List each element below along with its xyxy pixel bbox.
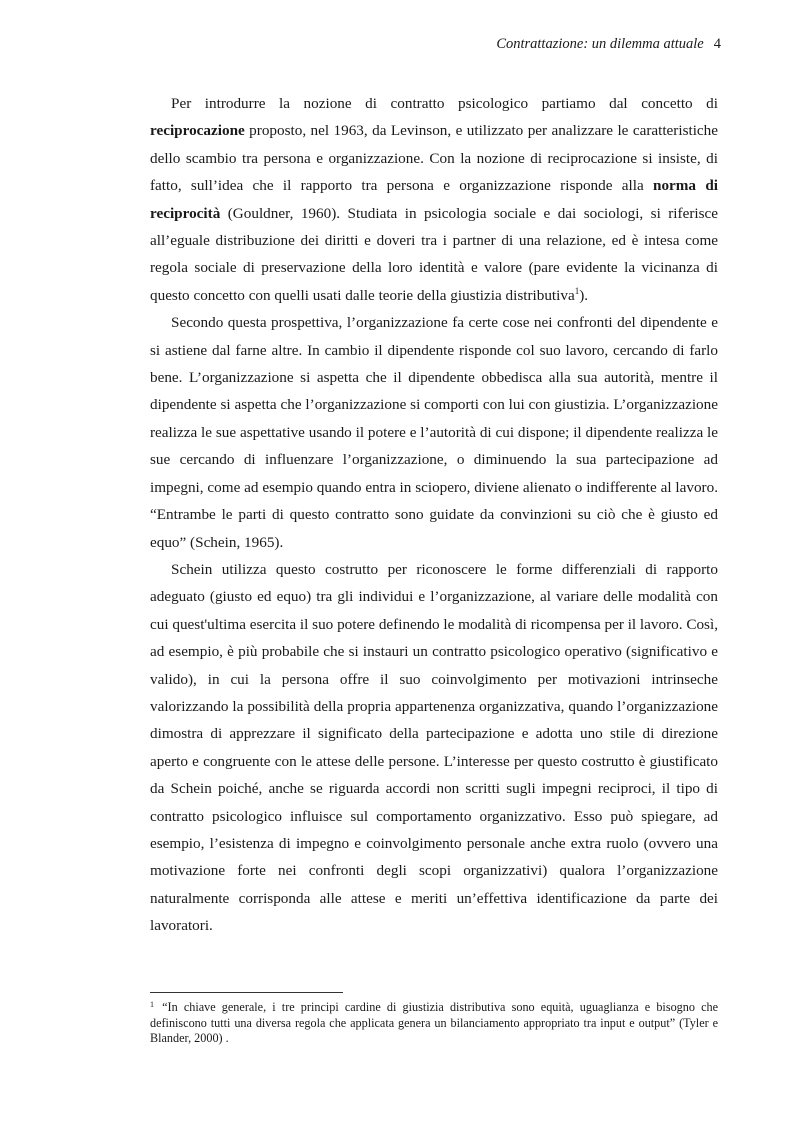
- paragraph-2: Secondo questa prospettiva, l’organizzazione fa certe cose nei confronti del dipendente e si astiene dal farne altre. In cambio il dipendente risponde col suo lavoro, cercando di farlo bene. L’organizzazione si aspetta che il dipendente obbedisca alla sua autorità, mentre il dipendente si aspetta che l’organizzazione si comporti con lui con giustizia. L’organizzazione realizza le sue aspettative usando il potere e l’autorità di cui dispone; il dipendente realizza le sue cercando di influenzare l’organizzazione, o diminuendo la sua partecipazione ad impegni, come ad esempio quando entra in sciopero, diviene alienato o indifferente al lavoro. “Entrambe le parti di questo contratto sono guidate da convinzioni su ciò che è giusto ed equo” (Schein, 1965).: [150, 314, 718, 551]
- term-reciprocazione: reciprocazione: [150, 122, 245, 140]
- term-norma-di-reciprocita: norma di reciprocità: [150, 177, 718, 222]
- page-number: 4: [713, 36, 721, 52]
- p1-text-c: proposto, nel 1963, da Levinson, e utilizzato per analizzare le caratteristiche dello scambio tra persona e organizzazione. Con la nozione di reciprocazione si insiste, di fatto, sull’idea che il rapporto tra persona e organizzazione risponde alla: [150, 122, 718, 195]
- footnote-ref-1[interactable]: 1: [574, 285, 580, 296]
- header-title-rest: : un dilemma attuale: [583, 36, 704, 52]
- paragraph-3: Schein utilizza questo costrutto per riconoscere le forme differenziali di rapporto adeguato (giusto ed equo) tra gli individui e l’organizzazione, al variare delle modalità con cui quest'ultima esercita il suo potere definendo le modalità di ricompensa per il lavoro. Così, ad esempio, è più probabile che si instauri un contratto psicologico operativo (significativo e valido), in cui la persona offre il suo coinvolgimento per motivazioni intrinseche valorizzando la possibilità della propria appartenenza organizzativa, quando l’organizzazione dimostra di apprezzare il significato della partecipazione e adotta uno stile di direzione aperto e congruente con le attese delle persone. L’interesse per questo costrutto è giustificato da Schein poiché, anche se riguarda accordi non scritti sugli impegni reciproci, il tipo di contratto psicologico influisce sul comportamento organizzativo. Esso può spiegare, ad esempio, l’esistenza di impegno e coinvolgimento personale anche extra ruolo (ovvero una motivazione forte nei confronti degli scopi organizzativi) qualora l’organizzazione naturalmente corrisponda alle attese e meriti un’effettiva identificazione da parte dei lavoratori.: [150, 560, 718, 935]
- body-text: [150, 90, 718, 940]
- p1-text-e: (Gouldner, 1960). Studiata in psicologia sociale e dai sociologi, si riferisce all’eguale distribuzione dei diritti e doveri tra i partner di una relazione, ed è intesa come regola sociale di preservazione della loro identità e valore (pare evidente la vicinanza di questo concetto con quelli usati dalle teorie della giustizia distributiva: [150, 204, 718, 304]
- p1-text-f: ).: [579, 286, 589, 304]
- p1-text-a: Per introdurre la nozione di contratto psicologico partiamo dal concetto di: [171, 95, 718, 112]
- footnote-divider: [150, 992, 343, 993]
- footnote-text: “In chiave generale, i tre principi cardine di giustizia distributiva sono equità, uguaglianza e bisogno che definiscono tutti una diversa regola che applicata genera un bilanciamento appropriato tra input e output” (Tyler e Blander, 2000) .: [150, 1000, 718, 1045]
- footnote-marker: 1: [150, 1000, 154, 1009]
- running-header: [496, 36, 721, 53]
- paragraph-1: [150, 90, 718, 309]
- header-title-italic: Contrattazione: [496, 36, 584, 52]
- footnote-1: [150, 1000, 718, 1047]
